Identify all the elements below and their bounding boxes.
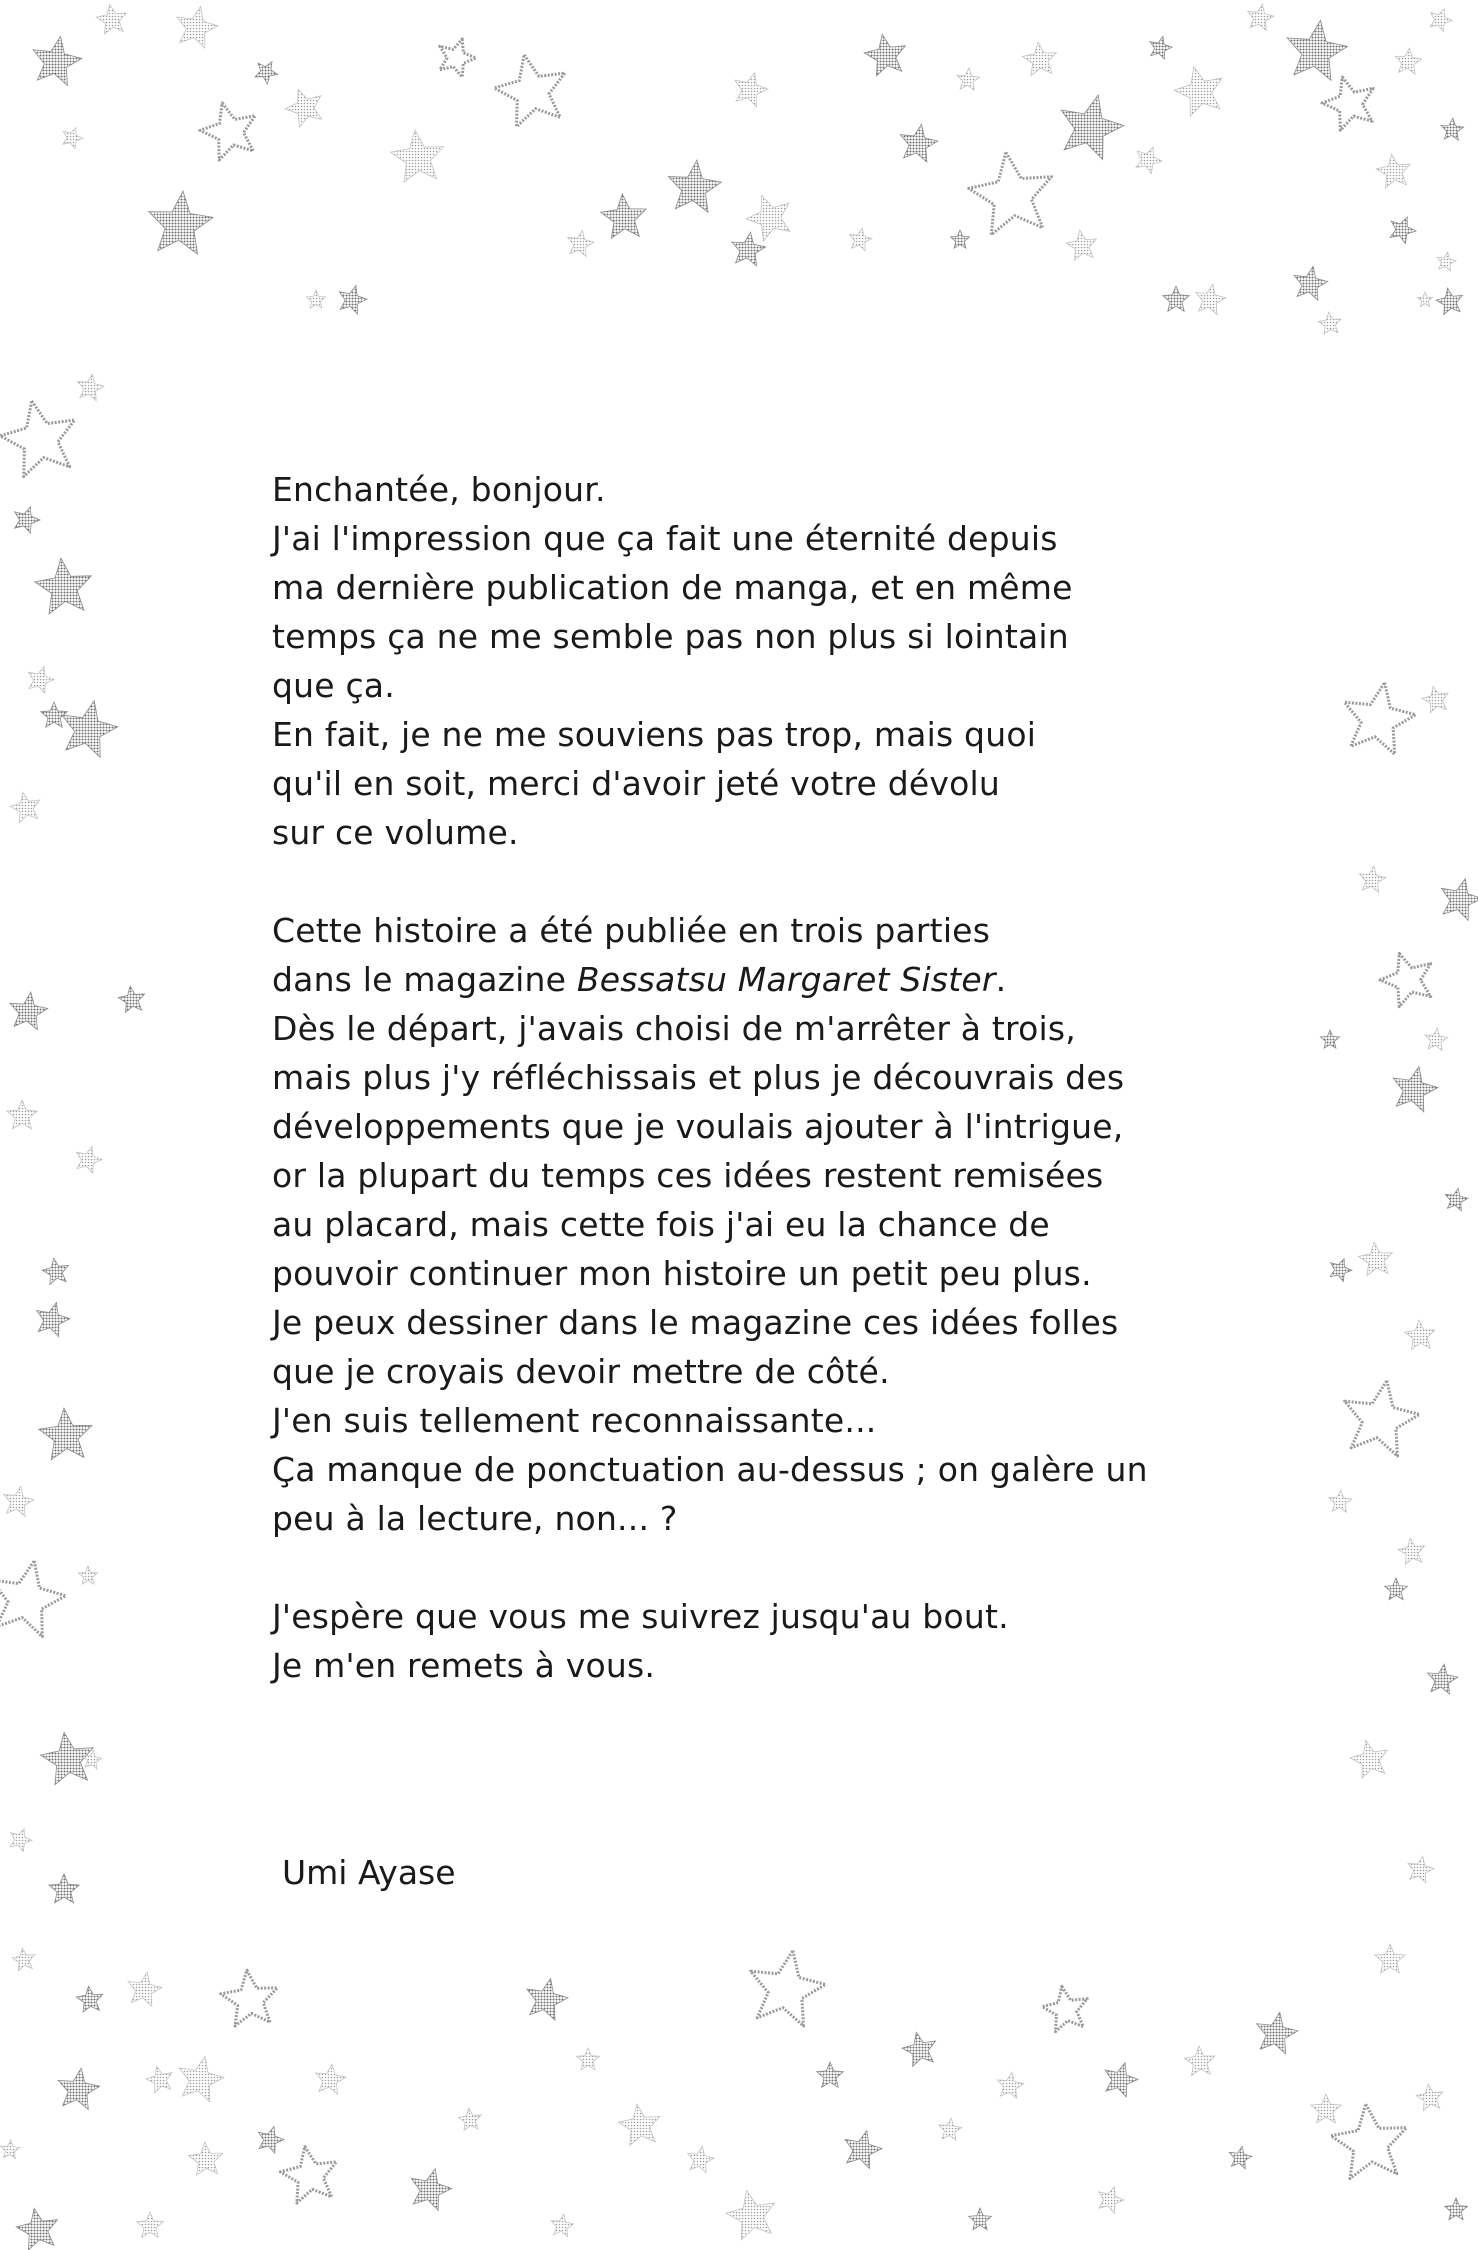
star-icon (1061, 95, 1124, 160)
star-icon (1380, 953, 1431, 1006)
star-icon (1417, 292, 1432, 307)
star-icon (1099, 2187, 1124, 2214)
star-icon (1066, 230, 1096, 260)
star-icon (1416, 2084, 1442, 2110)
text-line: En fait, je ne me souviens pas trop, mais quoi (272, 715, 1037, 754)
text-line: mais plus j'y réfléchissais et plus je découvrais des (272, 1058, 1125, 1097)
star-icon (146, 2066, 172, 2093)
paragraph-story (272, 906, 1172, 1543)
text-line: sur ce volume. (272, 813, 519, 852)
star-icon (0, 1561, 66, 1637)
star-icon (1174, 67, 1222, 116)
star-icon (817, 2062, 844, 2087)
paragraph-closing (272, 1592, 1172, 1690)
star-icon (255, 62, 278, 84)
star-icon (1437, 252, 1456, 271)
star-icon (391, 130, 444, 182)
star-icon (1311, 2094, 1341, 2123)
star-icon (177, 7, 218, 49)
star-icon (1359, 866, 1385, 892)
star-icon (1408, 1856, 1434, 1883)
magazine-title: Bessatsu Margaret Sister (576, 960, 996, 999)
star-icon (1344, 683, 1415, 755)
star-icon (1405, 1320, 1435, 1350)
star-icon (79, 1566, 98, 1584)
star-icon (1287, 20, 1347, 80)
star-icon (969, 2208, 992, 2230)
star-icon (1322, 77, 1373, 130)
star-icon (39, 1408, 92, 1460)
star-icon (33, 36, 82, 85)
star-icon (285, 89, 322, 127)
letter-body (272, 465, 1172, 1739)
star-icon (42, 1258, 68, 1284)
star-icon (494, 55, 565, 127)
star-icon (1105, 2063, 1138, 2097)
text-line: qu'il en soit, merci d'avoir jeté votre dévolu (272, 764, 1000, 803)
star-icon (1422, 686, 1448, 713)
star-icon (10, 992, 48, 1029)
star-icon (458, 2108, 481, 2130)
star-icon (1376, 154, 1410, 188)
text-line: que je croyais devoir mettre de côté. (272, 1352, 890, 1391)
star-icon (1257, 2012, 1298, 2054)
star-icon (339, 286, 367, 315)
paragraph-greeting (272, 465, 1172, 857)
star-icon (1136, 147, 1162, 174)
star-icon (1185, 2046, 1215, 2076)
star-icon (37, 1303, 70, 1337)
star-icon (1229, 2146, 1252, 2169)
star-icon (1445, 2198, 1468, 2220)
star-icon (96, 4, 126, 34)
star-icon (63, 128, 83, 149)
star-icon (307, 290, 326, 308)
star-icon (49, 1874, 79, 1903)
star-icon (316, 2064, 346, 2094)
star-icon (1375, 1944, 1405, 1973)
star-icon (280, 2147, 336, 2204)
star-icon (1393, 1067, 1438, 1112)
text-line: Cette histoire a été publiée en trois parties (272, 911, 991, 950)
star-icon (939, 2118, 962, 2140)
text-line: J'ai l'impression que ça fait une éternité depuis (272, 519, 1058, 558)
star-icon (1321, 1030, 1340, 1048)
star-icon (258, 2127, 284, 2154)
star-icon (1350, 1740, 1387, 1778)
star-icon (1430, 9, 1452, 32)
star-icon (16, 2208, 57, 2250)
star-icon (411, 2169, 452, 2211)
star-icon (997, 2072, 1023, 2098)
text-line: Ça manque de ponctuation au-dessus ; on galère un (272, 1450, 1148, 1489)
star-icon (1330, 1259, 1352, 1282)
star-icon (1345, 1381, 1420, 1456)
star-icon (1329, 1490, 1352, 1512)
star-icon (751, 1951, 826, 2026)
star-icon (118, 986, 144, 1012)
star-icon (58, 2068, 99, 2109)
star-icon (189, 2142, 223, 2175)
star-icon (1385, 1578, 1408, 1600)
star-icon (440, 39, 476, 77)
star-icon (1150, 36, 1172, 59)
star-icon (1436, 288, 1462, 314)
star-icon (577, 2048, 600, 2070)
star-icon (179, 2057, 224, 2102)
star-icon (76, 1147, 102, 1174)
star-icon (845, 2131, 882, 2169)
star-icon (601, 194, 647, 238)
star-icon (527, 1979, 568, 2021)
star-icon (1358, 1242, 1392, 1276)
text-fragment: dans le magazine (272, 960, 577, 999)
star-icon (1445, 1188, 1468, 1211)
star-icon (35, 558, 92, 614)
star-icon (12, 1948, 35, 1971)
text-line: Dès le départ, j'avais choisi de m'arrêter à trois, (272, 1009, 1076, 1048)
star-icon (28, 667, 54, 694)
star-icon (1428, 1664, 1458, 1694)
star-icon (849, 228, 872, 251)
text-line: Je peux dessiner dans le magazine ces idées folles (272, 1303, 1119, 1342)
star-icon (957, 68, 980, 90)
text-line: Enchantée, bonjour. (272, 470, 606, 509)
star-icon (221, 1970, 278, 2026)
star-icon (1395, 48, 1422, 74)
star-icon (951, 230, 970, 248)
author-signature: Umi Ayase (282, 1853, 456, 1892)
text-line: peu à la lecture, non... ? (272, 1499, 678, 1538)
star-icon (551, 2214, 574, 2237)
star-icon (149, 191, 213, 254)
star-icon (618, 2104, 660, 2145)
star-icon (1163, 286, 1190, 311)
text-line: ma dernière publication de manga, et en même (272, 568, 1073, 607)
star-icon (1042, 1986, 1087, 2031)
text-line: temps ça ne me semble pas non plus si lointain (272, 617, 1069, 656)
star-icon (1294, 266, 1328, 300)
star-icon (1, 2140, 20, 2159)
star-icon (726, 2191, 774, 2240)
star-icon (864, 34, 905, 76)
star-icon (902, 2032, 936, 2066)
star-icon (1318, 312, 1341, 334)
text-line-magazine (272, 955, 1172, 1004)
star-icon (732, 232, 766, 266)
star-icon (1441, 879, 1478, 921)
star-icon (969, 152, 1052, 234)
star-icon (1441, 118, 1464, 140)
star-icon (200, 103, 255, 160)
star-icon (1390, 217, 1416, 244)
text-line: Je m'en remets à vous. (272, 1646, 656, 1685)
star-icon (7, 1100, 37, 1129)
star-icon (128, 1972, 162, 2006)
star-icon (137, 2212, 164, 2237)
text-line: que ça. (272, 666, 395, 705)
star-icon (900, 124, 938, 162)
star-icon (1196, 284, 1226, 314)
star-icon (10, 1829, 32, 1852)
star-icon (62, 701, 118, 758)
text-line: J'espère que vous me suivrez jusqu'au bout. (272, 1597, 1009, 1636)
star-icon (688, 2146, 714, 2172)
star-icon (1425, 1028, 1448, 1050)
star-icon (78, 374, 104, 400)
text-line: développements que je voulais ajouter à l'intrigue, (272, 1107, 1124, 1146)
star-icon (568, 230, 594, 256)
text-line: au placard, mais cette fois j'ai eu la chance de (272, 1205, 1050, 1244)
star-icon (1022, 42, 1056, 76)
star-icon (1398, 1538, 1424, 1564)
star-icon (10, 792, 40, 822)
star-icon (76, 1986, 103, 2012)
star-icon (746, 195, 790, 241)
star-icon (41, 702, 68, 727)
text-line: pouvoir continuer mon histoire un petit peu plus. (272, 1254, 1092, 1293)
star-icon (1248, 4, 1274, 30)
star-icon (735, 73, 768, 107)
star-icon (668, 160, 721, 212)
text-fragment: . (995, 960, 1007, 999)
star-icon (15, 507, 40, 534)
star-icon (0, 401, 74, 477)
text-line: J'en suis tellement reconnaissante... (272, 1401, 877, 1440)
star-icon (1331, 2104, 1407, 2178)
text-line: or la plupart du temps ces idées restent remisées (272, 1156, 1104, 1195)
star-icon (4, 1486, 34, 1516)
